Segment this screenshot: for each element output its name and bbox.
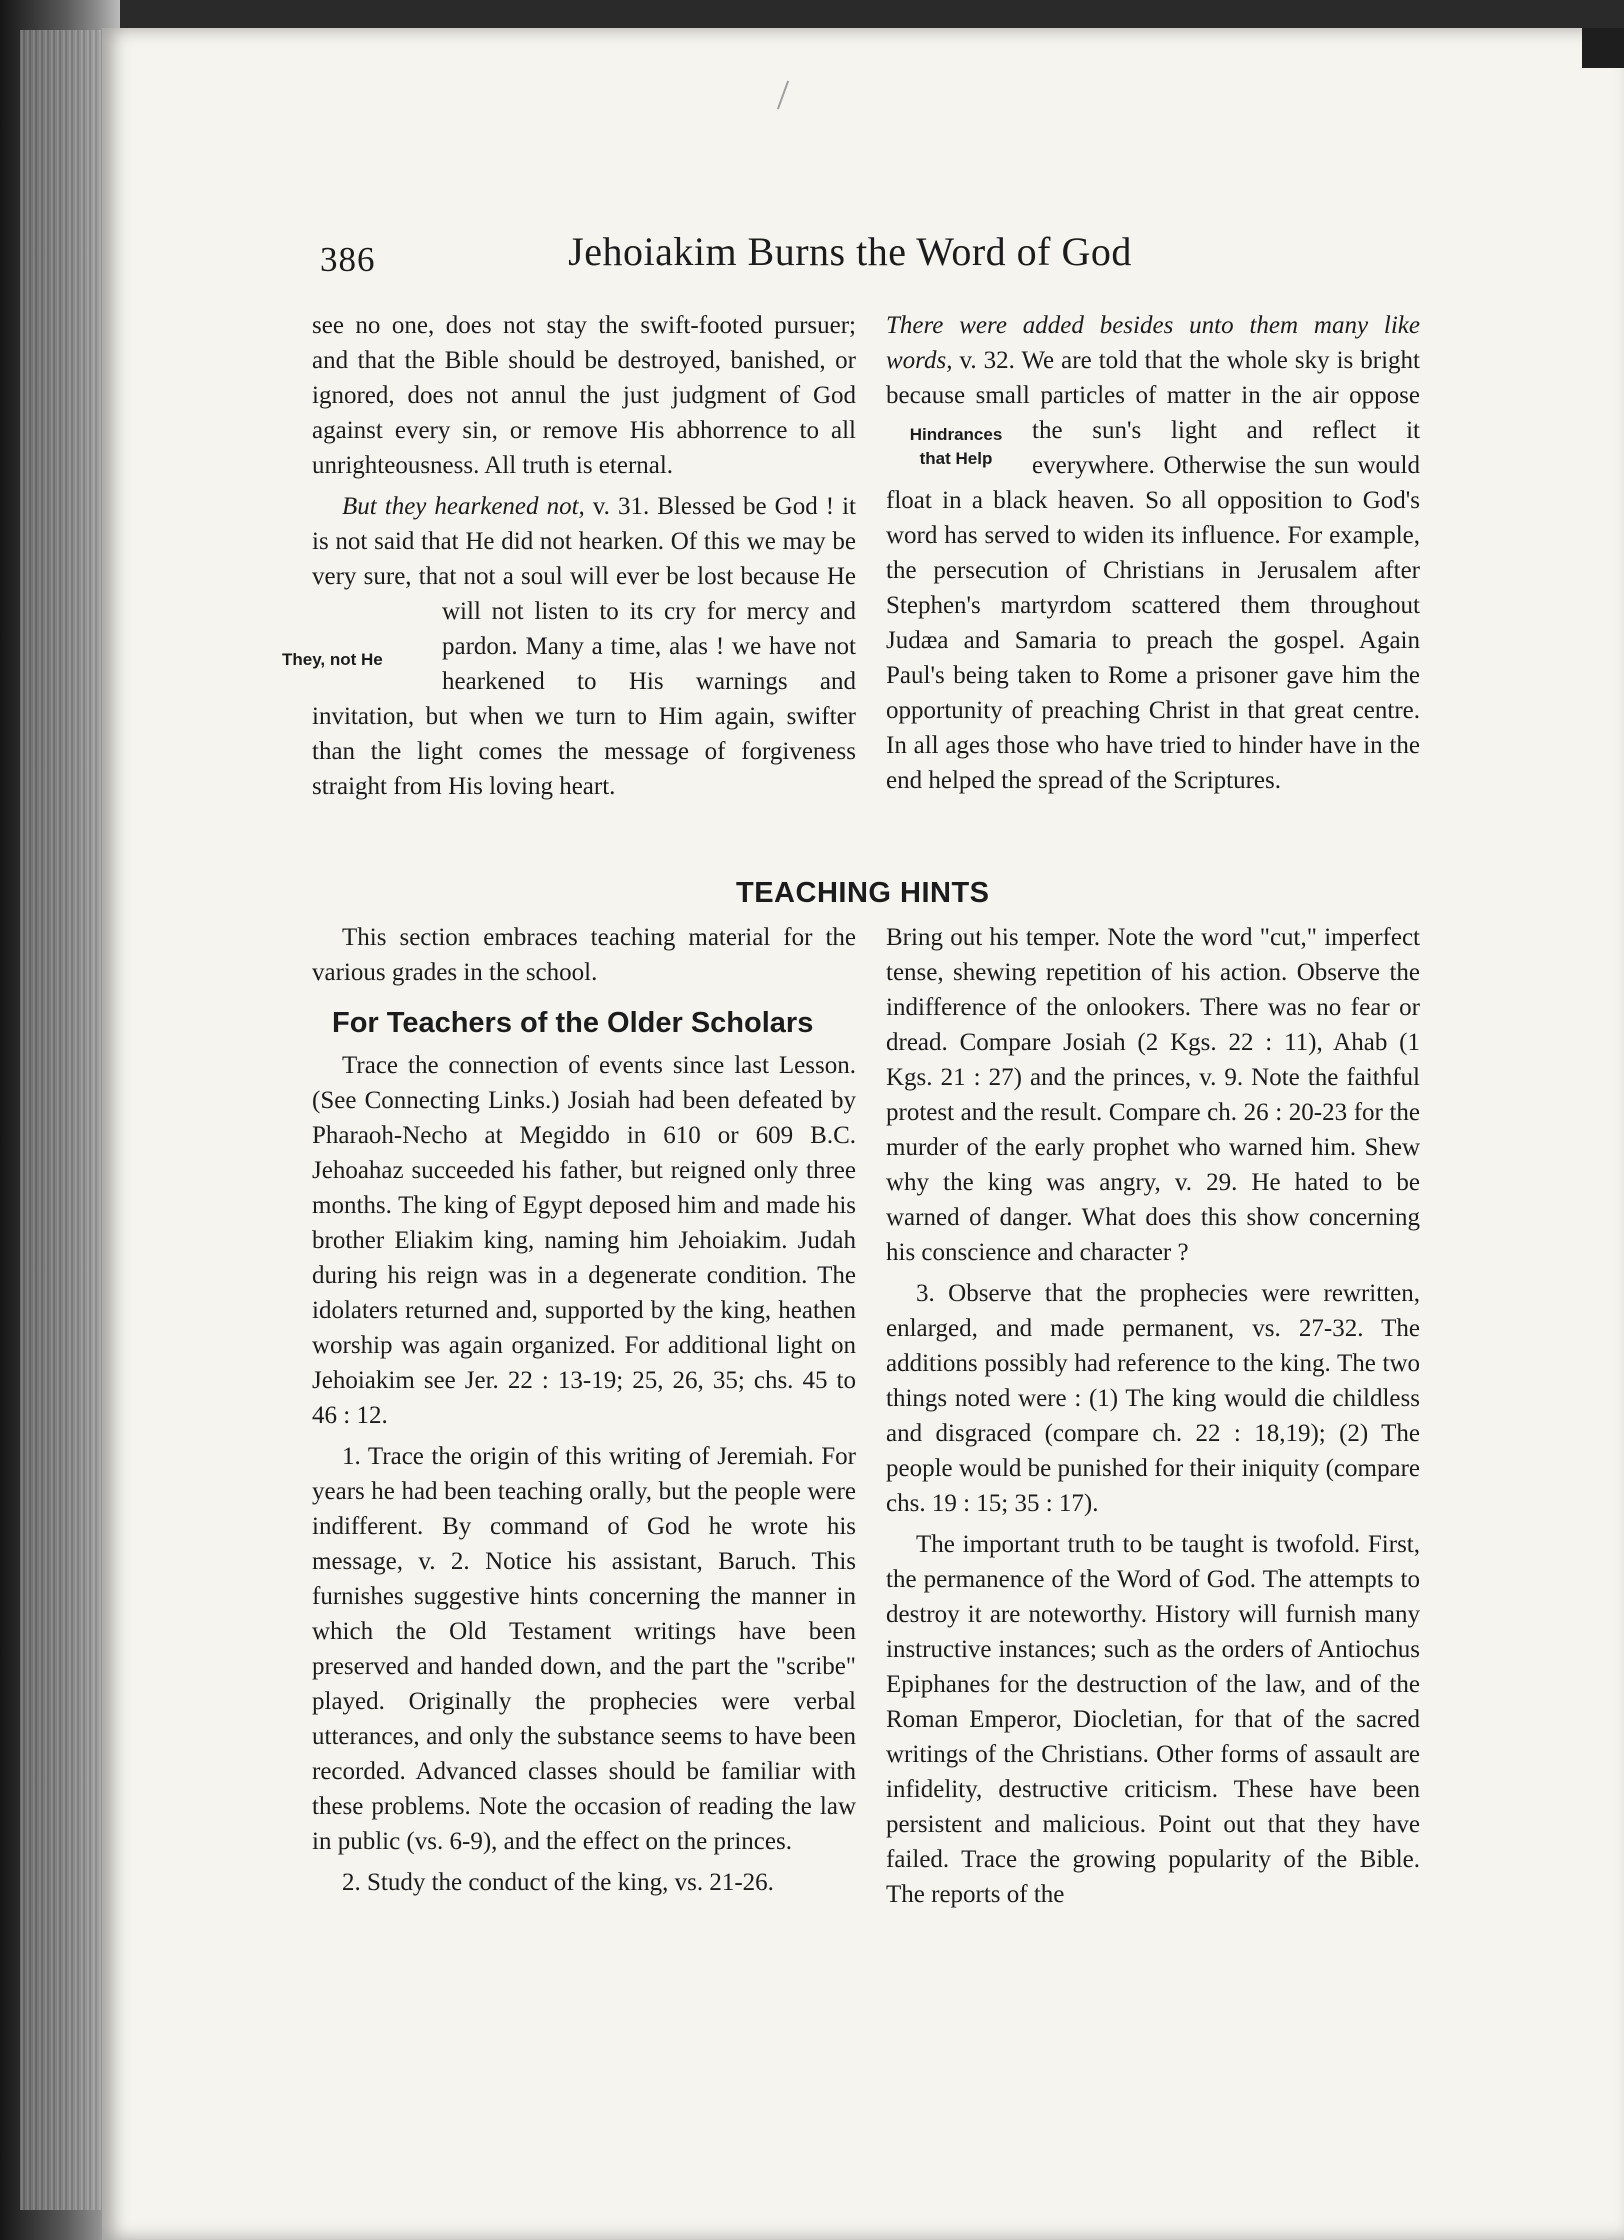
paragraph: 1. Trace the origin of this writing of Jeremiah. For years he had been teaching orally, but the people were indifferent. By command of God he wrote his message, v. 2. Notice his assistant, Baruch. This furnishes suggestive hints concerning the manner in which the Old Testament writings have been preserved and handed down, and the part the "scribe" played. Originally the prophecies were verbal utterances, and only the substance seems to have been recorded. Advanced classes should be familiar with these problems. Note the occasion of reading the law in public (vs. 6-9), and the effect on the princes. <box>312 1443 856 1855</box>
paragraph: 2. Study the conduct of the king, vs. 21-26. <box>342 1869 774 1896</box>
sub-heading: For Teachers of the Older Scholars <box>332 1007 814 1039</box>
side-note <box>886 423 1026 471</box>
running-head: Jehoiakim Burns the Word of God <box>568 229 1132 274</box>
side-note-line: Hindrances <box>909 425 1003 444</box>
paper-mark <box>777 81 789 110</box>
page-edges <box>20 30 110 2210</box>
intro-paragraph: This section embraces teaching material for the various grades in the school. <box>312 924 856 986</box>
scan-corner-shadow <box>1582 28 1624 68</box>
paragraph-body: v. 31. Blessed be God ! it is not said that He did not hearken. Of this we may be very sure, that not a soul will ever be lost because He will not listen to its cry for mercy and pardon. Many a time, alas ! we have not hearkened to His warnings and invitation, but when we turn to Him again, swifter than the light comes the message of forgiveness straight from His loving heart. <box>312 493 856 800</box>
paragraph: Trace the connection of events since last Lesson. (See Connecting Links.) Josiah had been defeated by Pharaoh-Necho at Megiddo in 610 or 609 B.C. Jehoahaz succeeded his father, but reigned only three months. The king of Egypt deposed him and made his brother Eliakim king, naming him Jehoiakim. Judah during his reign was in a degenerate condition. The idolaters returned and, supported by the king, heathen worship was again organized. For additional light on Jehoiakim see Jer. 22 : 13-19; 25, 26, 35; chs. 45 to 46 : 12. <box>312 1052 856 1429</box>
paragraph <box>886 308 1420 798</box>
scripture-quote: There were added besides unto them many like words, <box>886 312 1420 374</box>
left-column-top <box>282 308 856 804</box>
paragraph: Bring out his temper. Note the word "cut," imperfect tense, shewing repetition of his action. Observe the indifference of the onlookers. There was no fear or dread. Compare Josiah (2 Kgs. 22 : 11), Ahab (1 Kgs. 21 : 27) and the princes, v. 9. Note the faithful protest and the result. Compare ch. 26 : 20-23 for the murder of the early prophet who warned him. Shew why the king was angry, v. 29. He hated to be warned of danger. What does this show concerning his conscience and character ? <box>886 924 1420 1266</box>
paragraph-body: v. 32. We are told that the whole sky is bright because small particles of matter in the air oppose the sun's light and reflect it everywhere. Otherwise the sun would float in a black heaven. So all opposition to God's word has served to widen its influence. For example, the persecution of Christians in Jerusalem after Stephen's martyrdom scattered them throughout Judæa and Samaria to preach the gospel. Again Paul's being taken to Rome a prisoner gave him the opportunity of preaching Christ in that great centre. In all ages those who have tried to hinder have in the end helped the spread of the Scriptures. <box>886 347 1420 794</box>
right-column-bottom <box>886 920 1420 1912</box>
paragraph <box>282 489 856 804</box>
page-number: 386 <box>320 240 376 279</box>
paragraph: 3. Observe that the prophecies were rewritten, enlarged, and made permanent, vs. 27-32. The additions possibly had reference to the king. The two things noted were : (1) The king would die childless and disgraced (compare ch. 22 : 18,19); (2) The people would be punished for their iniquity (compare chs. 19 : 15; 35 : 17). <box>886 1280 1420 1517</box>
side-note: They, not He <box>282 650 383 669</box>
side-note-line: that Help <box>919 449 993 468</box>
paragraph: see no one, does not stay the swift-footed pursuer; and that the Bible should be destroyed, banished, or ignored, does not annul the just judgment of God against every sin, or remove His abhorrence to all unrighteousness. All truth is eternal. <box>312 312 856 479</box>
left-column-bottom <box>312 920 856 1900</box>
section-heading: TEACHING HINTS <box>736 877 990 909</box>
paragraph: The important truth to be taught is twofold. First, the permanence of the Word of God. The attempts to destroy it are noteworthy. History will furnish many instructive instances; such as the orders of Antiochus Epiphanes for the destruction of the law, and of the Roman Emperor, Diocletian, for that of the sacred writings of the Christians. Other forms of assault are infidelity, destructive criticism. These have been persistent and malicious. Point out that they have failed. Trace the growing popularity of the Bible. The reports of the <box>886 1531 1420 1908</box>
scripture-quote: But they hearkened not, <box>342 493 585 520</box>
right-column-top <box>886 308 1420 798</box>
